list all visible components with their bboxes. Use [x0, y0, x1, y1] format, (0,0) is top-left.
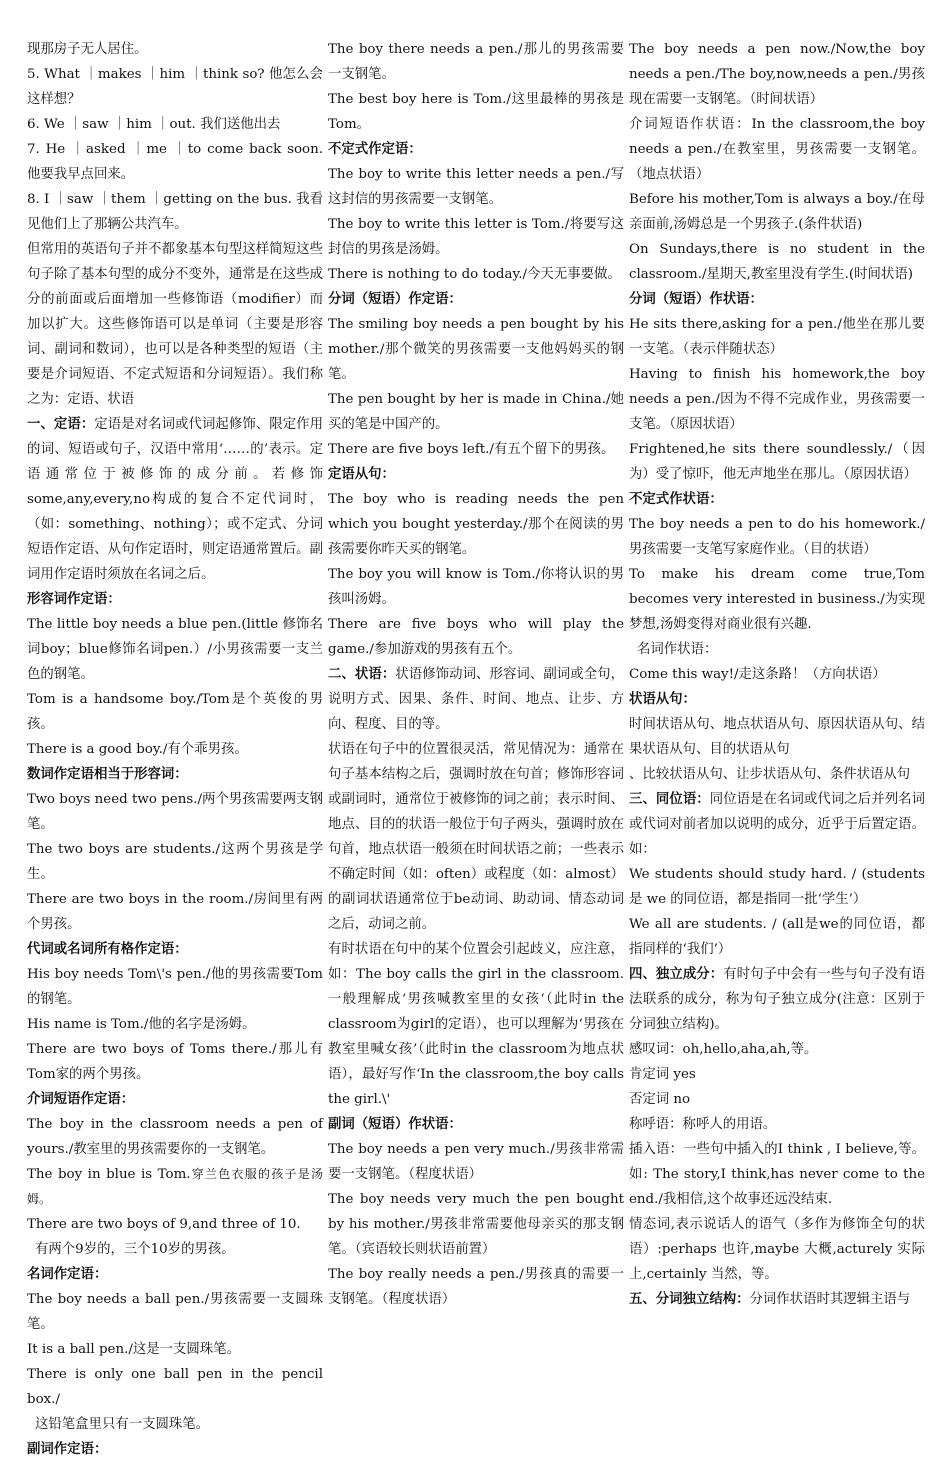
example: It is a ball pen./这是一支圆珠笔。: [27, 1342, 240, 1357]
section-text: 同位语是在名词或代词之后并列名词或代词对前者加以说明的成分，近乎于后置定语。如：: [629, 792, 926, 857]
subheading: 不定式作定语：: [328, 141, 422, 157]
example: The boy needs a ball pen./男孩需要一支圆珠笔。: [27, 1292, 323, 1332]
paragraph: [629, 962, 925, 1037]
column-middle: [328, 37, 624, 1337]
example: 这铅笔盒里只有一支圆珠笔。: [35, 1417, 210, 1432]
example: There is only one ball pen in the pencil box./: [27, 1367, 323, 1407]
text-line: 肯定词 yes: [629, 1067, 696, 1082]
example: There are five boys who will play the game./参加游戏的男孩有五个。: [328, 617, 624, 657]
paragraph: [629, 1287, 925, 1312]
example: [27, 1162, 323, 1212]
subheading: 副词作定语：: [27, 1441, 108, 1457]
example: Having to finish his homework,the boy needs a pen./因为不得不完成作业，男孩需要一支笔。（原因状语）: [629, 367, 925, 432]
text-line: 8. I ｜saw ｜them ｜getting on the bus. 我看见他们上了那辆公共汽车。: [27, 192, 323, 232]
text-line: 名词作状语：: [637, 642, 718, 657]
subheading: 定语从句：: [328, 466, 395, 482]
paragraph: 但常用的英语句子并不都象基本句型这样简短这些句子除了基本句型的成分不变外，通常是在这些成分的前面或后面增加一些修饰语（modifier）而加以扩大。这些修饰语可以是单词（主要是形容词、副词和数词），也可以是各种类型的短语（主要是介词短语、不定式短语和分词短语）。我们称之为：定语、状语: [27, 242, 323, 407]
example: The boy who is reading needs the pen which you bought yesterday./那个在阅读的男孩需要你昨天买的钢笔。: [328, 492, 624, 557]
example: The boy in the classroom needs a pen of yours./教室里的男孩需要你的一支钢笔。: [27, 1117, 323, 1157]
section-text: 分词作状语时其逻辑主语与: [749, 1292, 911, 1307]
text-line: 、比较状语从句、让步状语从句、条件状语从句: [629, 767, 911, 782]
example: We all are students. / (all是we的同位语，都指同样的‘我们’）: [629, 917, 925, 957]
example: The boy needs a pen now./Now,the boy needs a pen./The boy,now,needs a pen./男孩现在需要一支钢笔。（时间状语）: [629, 42, 925, 107]
column-left: [27, 37, 324, 1457]
section-heading: 二、状语：: [328, 666, 396, 682]
example: We students should study hard. / (students 是 we 的同位语，都是指同一批‘学生’）: [629, 867, 925, 907]
example: Frightened,he sits there soundlessly./（因为）受了惊吓，他无声地坐在那儿。（原因状语）: [629, 442, 925, 482]
example: There is a good boy./有个乖男孩。: [27, 742, 248, 757]
section-heading: 一、定语：: [27, 416, 95, 432]
text-line: 6. We ｜saw ｜him ｜out. 我们送他出去: [27, 117, 281, 132]
example-en: The boy in blue is Tom.: [27, 1167, 191, 1182]
example: The boy needs very much the pen bought by his mother./男孩非常需要他母亲买的那支钢笔。（宾语较长则状语前置）: [328, 1192, 624, 1257]
paragraph: [328, 662, 624, 737]
subheading: 分词（短语）作状语：: [629, 291, 763, 307]
section-heading: 五、分词独立结构：: [629, 1291, 750, 1307]
example: The boy needs a pen to do his homework./男孩需要一支笔写家庭作业。（目的状语）: [629, 517, 925, 557]
paragraph: [27, 412, 323, 587]
section-text: 有时句子中会有一些与句子没有语法联系的成分，称为句子独立成分(注意：区别于分词独立结构)。: [629, 967, 925, 1032]
example: The two boys are students./这两个男孩是学生。: [27, 842, 323, 882]
example: 插入语：一些句中插入的I think , I believe,等。如: The story,I think,has never come to the end./我相信,这个故事还远没结束.: [629, 1142, 925, 1207]
example: There are two boys of 9,and three of 10.: [27, 1217, 301, 1232]
text-line: 称呼语：称呼人的用语。: [629, 1117, 777, 1132]
example: The boy to write this letter needs a pen./写这封信的男孩需要一支钢笔。: [328, 167, 624, 207]
text-line: 7. He ｜asked ｜me ｜to come back soon. 他要我早点回来。: [27, 142, 323, 182]
example: The little boy needs a blue pen.(little 修饰名词boy；blue修饰名词pen.）/小男孩需要一支兰色的钢笔。: [27, 617, 323, 682]
example: His boy needs Tom\'s pen./他的男孩需要Tom的钢笔。: [27, 967, 323, 1007]
example: The best boy here is Tom./这里最棒的男孩是Tom。: [328, 92, 624, 132]
text-line: 时间状语从句、地点状语从句、原因状语从句、结果状语从句、目的状语从句: [629, 717, 925, 757]
example: The boy needs a pen very much./男孩非常需要一支钢笔。（程度状语）: [328, 1142, 624, 1182]
example: Two boys need two pens./两个男孩需要两支钢笔。: [27, 792, 323, 832]
subheading: 介词短语作定语：: [27, 1091, 135, 1107]
example: Before his mother,Tom is always a boy./在母亲面前,汤姆总是一个男孩子.(条件状语): [629, 192, 925, 232]
section-heading: 四、独立成分：: [629, 966, 724, 982]
subheading: 不定式作状语：: [629, 491, 723, 507]
example: There are two boys in the room./房间里有两个男孩。: [27, 892, 323, 932]
section-heading: 三、同位语：: [629, 791, 710, 807]
example: The boy there needs a pen./那儿的男孩需要一支钢笔。: [328, 42, 624, 82]
example: The boy really needs a pen./男孩真的需要一支钢笔。（程度状语）: [328, 1267, 624, 1307]
example: 介词短语作状语：In the classroom,the boy needs a pen./在教室里，男孩需要一支钢笔。（地点状语）: [629, 117, 925, 182]
subheading: 分词（短语）作定语：: [328, 291, 462, 307]
paragraph: [629, 787, 925, 862]
subheading: 状语从句：: [629, 691, 696, 707]
example: On Sundays,there is no student in the classroom./星期天,教室里没有学生.(时间状语): [629, 242, 925, 282]
example: To make his dream come true,Tom becomes very interested in business./为实现梦想,汤姆变得对商业很有兴趣.: [629, 567, 925, 632]
subheading: 名词作定语：: [27, 1266, 108, 1282]
paragraph: 状语在句子中的位置很灵活，常见情况为：通常在句子基本结构之后，强调时放在句首；修饰形容词或副词时，通常位于被修饰的词之前；表示时间、地点、目的的状语一般位于句子两头，强调时放在句首，地点状语一般须在时间状语之前；一些表示不确定时间（如：often）或程度（如：almost）的副词状语通常位于be动词、助动词、情态动词之后，动词之前。: [328, 742, 624, 932]
text-line: 现那房子无人居住。: [27, 42, 148, 57]
example: 情态词,表示说话人的语气（多作为修饰全句的状语）:perhaps 也许,maybe 大概,acturely 实际上,certainly 当然，等。: [629, 1217, 925, 1282]
section-text: 状语修饰动词、形容词、副词或全句，说明方式、因果、条件、时间、地点、让步、方向、程度、目的等。: [328, 667, 625, 732]
example: There are five boys left./有五个留下的男孩。: [328, 442, 615, 457]
example: He sits there,asking for a pen./他坐在那儿要一支笔。（表示伴随状态）: [629, 317, 925, 357]
text-line: 感叹词：oh,hello,aha,ah,等。: [629, 1042, 818, 1057]
subheading: 数词作定语相当于形容词：: [27, 766, 188, 782]
text-line: 否定词 no: [629, 1092, 691, 1107]
example: Come this way!/走这条路！（方向状语）: [629, 667, 886, 682]
text-line: 5. What ｜makes ｜him ｜think so? 他怎么会这样想？: [27, 67, 323, 107]
example: The boy to write this letter is Tom./将要写这封信的男孩是汤姆。: [328, 217, 624, 257]
example: The smiling boy needs a pen bought by his mother./那个微笑的男孩需要一支他妈妈买的钢笔。: [328, 317, 624, 382]
example: The boy you will know is Tom./你将认识的男孩叫汤姆。: [328, 567, 624, 607]
paragraph: 有时状语在句中的某个位置会引起歧义，应注意，如：The boy calls the girl in the classroom.一般理解成‘男孩喊教室里的女孩‘（此时in the classroom为girl的定语），也可以理解为‘男孩在教室里喊女孩’（此时in the classroom为地点状语），最好写作‘In the classroom,the boy calls the girl.\': [328, 942, 624, 1107]
section-text: 定语是对名词或代词起修饰、限定作用的词、短语或句子，汉语中常用‘……的’表示。定语通常位于被修饰的成分前。若修饰some,any,every,no构成的复合不定代词时，（如：something、nothing）；或不定式、分词短语作定语、从句作定语时，则定语通常置后。副词用作定语时须放在名词之后。: [27, 417, 324, 582]
subheading: 形容词作定语：: [27, 591, 121, 607]
subheading: 副词（短语）作状语：: [328, 1116, 462, 1132]
example-zh: 穿兰色衣服的孩子是汤姆。: [27, 1167, 323, 1206]
example: The pen bought by her is made in China./她买的笔是中国产的。: [328, 392, 624, 432]
subheading: 代词或名词所有格作定语：: [27, 941, 188, 957]
column-right: [629, 37, 925, 1337]
example: Tom is a handsome boy./Tom是个英俊的男孩。: [27, 692, 323, 732]
example: There are two boys of Toms there./那儿有Tom家的两个男孩。: [27, 1042, 323, 1082]
example: His name is Tom./他的名字是汤姆。: [27, 1017, 256, 1032]
example: There is nothing to do today./今天无事要做。: [328, 267, 621, 282]
example: 有两个9岁的，三个10岁的男孩。: [35, 1242, 235, 1257]
